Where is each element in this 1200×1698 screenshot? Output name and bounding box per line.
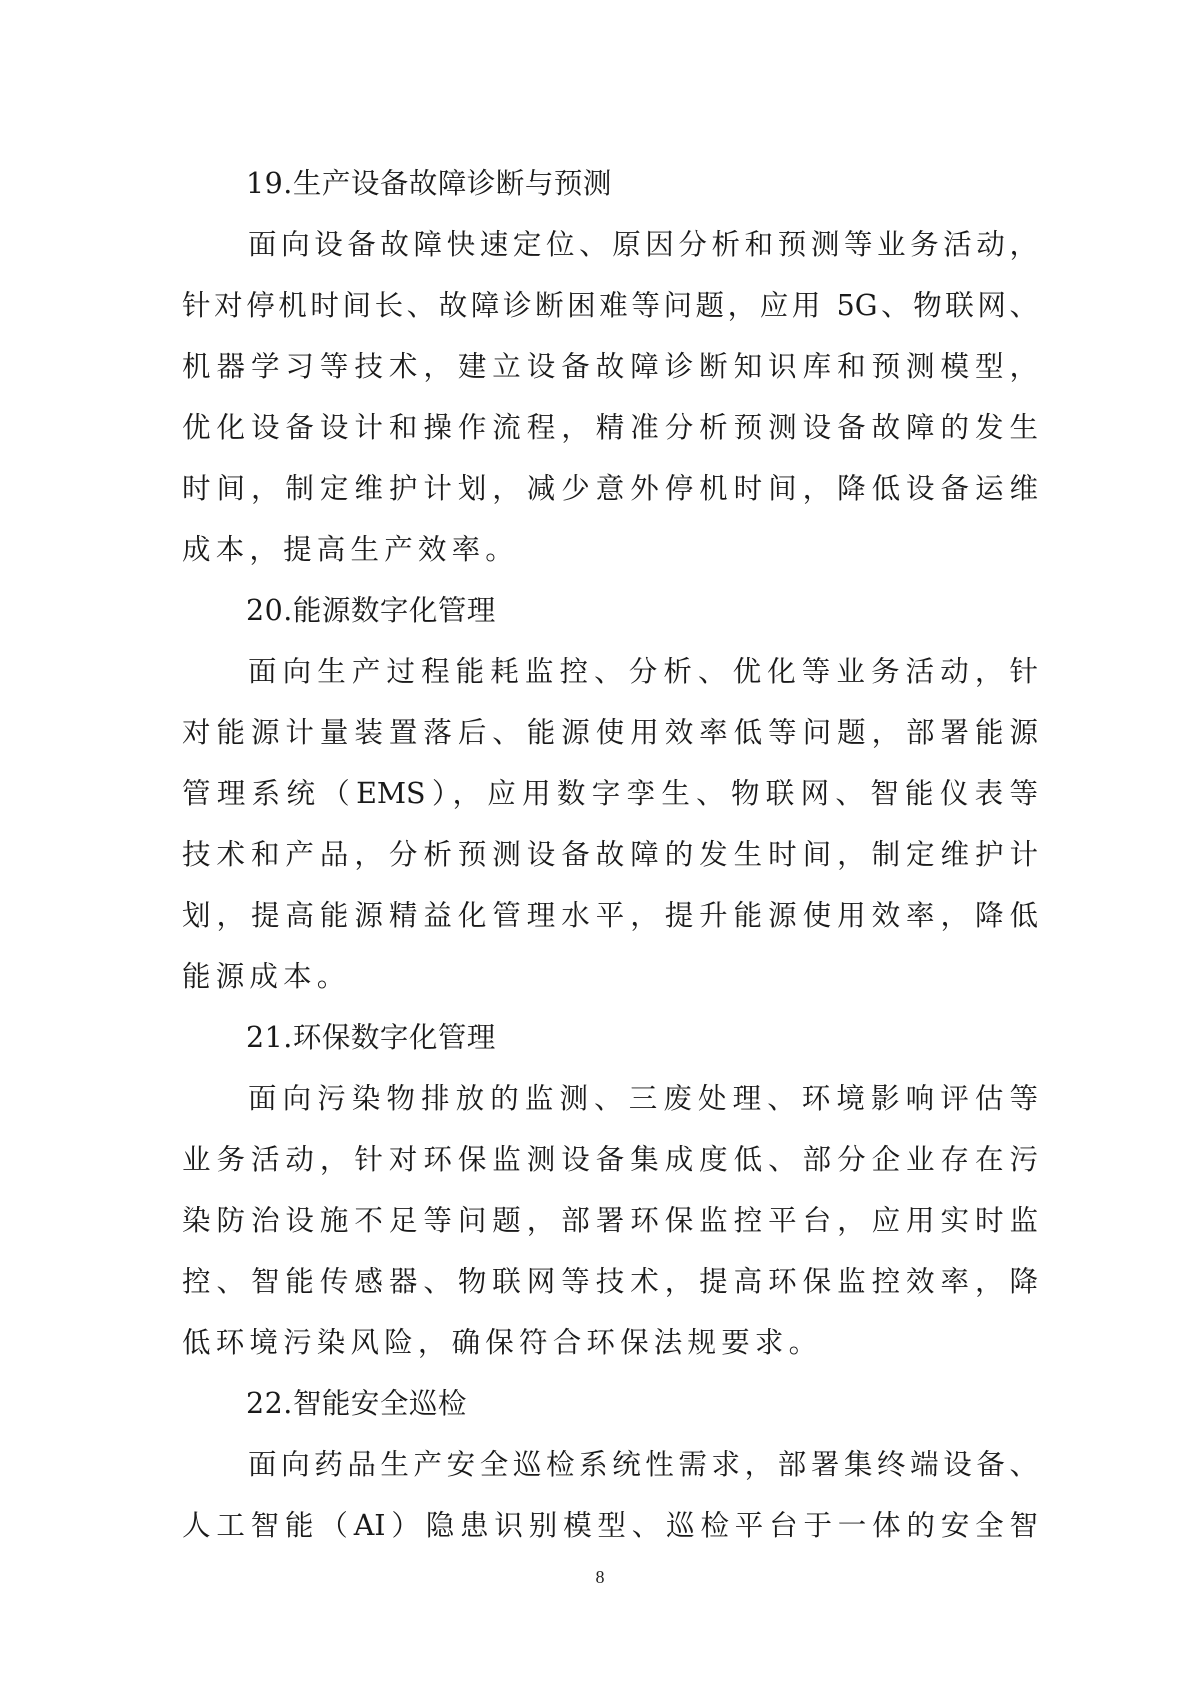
paragraph-line: 机器学习等技术，建立设备故障诊断知识库和预测模型， xyxy=(182,350,1038,383)
paragraph-line: 染防治设施不足等问题，部署环保监控平台，应用实时监 xyxy=(182,1204,1038,1237)
paragraph-line: 面向污染物排放的监测、三废处理、环境影响评估等 xyxy=(248,1082,1038,1115)
section-heading-22: 22.智能安全巡检 xyxy=(246,1387,467,1420)
paragraph-line: 低环境污染风险，确保符合环保法规要求。 xyxy=(182,1326,823,1359)
paragraph-line: 时间，制定维护计划，减少意外停机时间，降低设备运维 xyxy=(182,472,1038,505)
paragraph-line: 优化设备设计和操作流程，精准分析预测设备故障的发生 xyxy=(182,411,1038,444)
paragraph-line: 成本，提高生产效率。 xyxy=(182,533,520,566)
paragraph-line: 业务活动，针对环保监测设备集成度低、部分企业存在污 xyxy=(182,1143,1038,1176)
paragraph-line: 能源成本。 xyxy=(182,960,351,993)
document-body xyxy=(182,153,1038,1556)
paragraph-line: 控、智能传感器、物联网等技术，提高环保监控效率，降 xyxy=(182,1265,1038,1298)
section-heading-19: 19.生产设备故障诊断与预测 xyxy=(246,167,612,200)
paragraph-line: 针对停机时间长、故障诊断困难等问题，应用 5G、物联网、 xyxy=(182,289,1038,322)
paragraph-line: 对能源计量装置落后、能源使用效率低等问题，部署能源 xyxy=(182,716,1038,749)
page-number: 8 xyxy=(595,1567,605,1587)
paragraph-line: 面向生产过程能耗监控、分析、优化等业务活动，针 xyxy=(248,655,1038,688)
paragraph-line: 人工智能（AI）隐患识别模型、巡检平台于一体的安全智 xyxy=(182,1509,1038,1542)
paragraph-line: 技术和产品，分析预测设备故障的发生时间，制定维护计 xyxy=(182,838,1038,871)
paragraph-line: 管理系统（EMS），应用数字孪生、物联网、智能仪表等 xyxy=(182,777,1038,810)
section-heading-21: 21.环保数字化管理 xyxy=(246,1021,496,1054)
paragraph-line: 划，提高能源精益化管理水平，提升能源使用效率，降低 xyxy=(182,899,1038,932)
paragraph-line: 面向设备故障快速定位、原因分析和预测等业务活动， xyxy=(248,228,1038,261)
section-heading-20: 20.能源数字化管理 xyxy=(246,594,496,627)
paragraph-line: 面向药品生产安全巡检系统性需求，部署集终端设备、 xyxy=(248,1448,1038,1481)
